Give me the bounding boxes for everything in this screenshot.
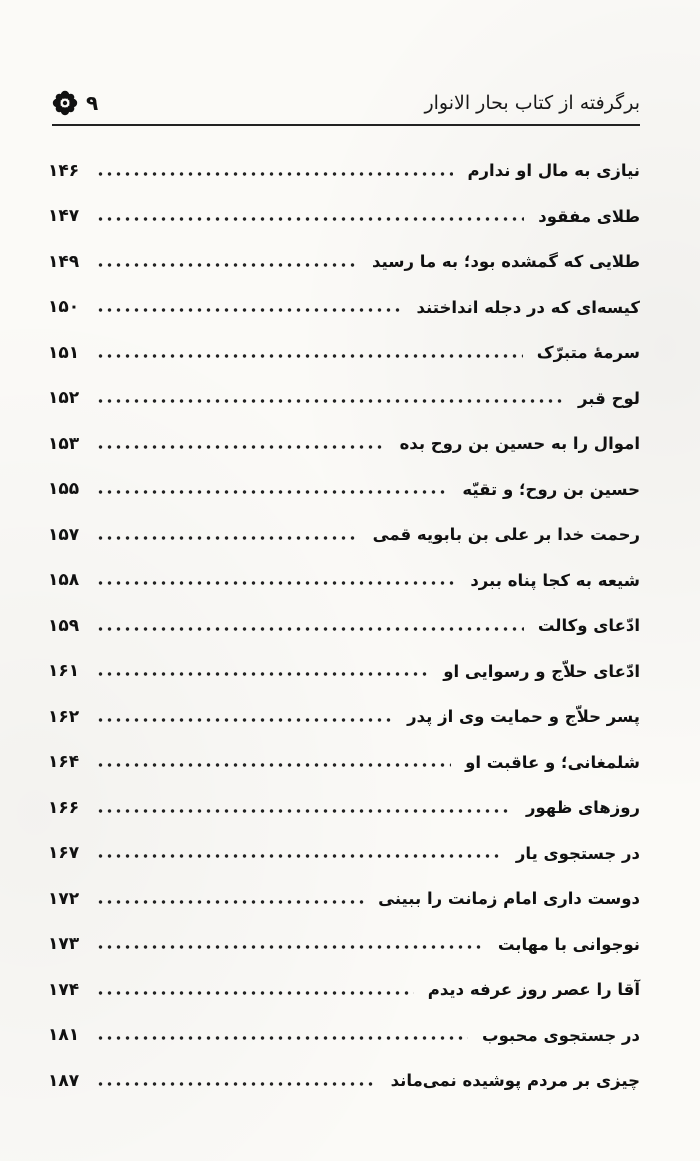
toc-entry-page-number: ۱۵۲: [48, 388, 80, 409]
toc-entry: [48, 376, 640, 422]
toc-entry-page-number: ۱۷۴: [48, 979, 80, 1000]
toc-entry: [48, 1058, 640, 1104]
toc-entry-title: سرمهٔ متبرّک: [536, 343, 640, 363]
running-header: [52, 88, 640, 126]
toc-dot-leader: [96, 490, 448, 494]
toc-entry-page-number: ۱۸۷: [48, 1070, 80, 1091]
flower-ornament-icon: [52, 90, 78, 116]
toc-entry-page-number: ۱۸۱: [48, 1025, 80, 1046]
toc-entry-page-number: ۱۵۷: [48, 524, 80, 545]
toc-dot-leader: [96, 854, 502, 858]
toc-entry-page-number: ۱۵۸: [48, 570, 80, 591]
toc-dot-leader: [96, 1082, 377, 1086]
toc-entry-title: دوست داری امام زمانت را ببینی: [378, 889, 640, 909]
toc-entry: [48, 239, 640, 285]
toc-entry-title: در جستجوی محبوب: [482, 1025, 640, 1045]
toc-entry: [48, 649, 640, 695]
toc-entry-title: چیزی بر مردم پوشیده نمی‌ماند: [390, 1071, 640, 1091]
toc-entry-page-number: ۱۶۴: [48, 752, 80, 773]
toc-entry-page-number: ۱۴۹: [48, 251, 80, 272]
toc-entry-title: طلایی که گمشده بود؛ به ما رسید: [372, 252, 640, 272]
toc-dot-leader: [96, 536, 359, 540]
toc-entry-title: اموال را به حسین بن روح بده: [399, 434, 640, 454]
toc-entry-title: حسین بن روح؛ و تقیّه: [462, 479, 640, 499]
toc-dot-leader: [96, 172, 453, 176]
toc-entry-page-number: ۱۷۲: [48, 888, 80, 909]
toc-dot-leader: [96, 672, 429, 676]
toc-entry: [48, 603, 640, 649]
toc-entry-title: طلای مفقود: [538, 206, 640, 226]
toc-entry: [48, 558, 640, 604]
toc-dot-leader: [96, 718, 393, 722]
toc-entry-title: روزهای ظهور: [525, 798, 640, 818]
toc-entry: [48, 694, 640, 740]
running-header-title: برگرفته از کتاب بحار الانوار: [424, 92, 640, 114]
toc-entry-title: شیعه به کجا پناه ببرد: [470, 570, 640, 590]
toc-entry-page-number: ۱۴۶: [48, 160, 80, 181]
toc-dot-leader: [96, 945, 484, 949]
toc-entry-title: رحمت خدا بر علی بن بابویه قمی: [372, 525, 640, 545]
toc-dot-leader: [96, 263, 358, 267]
toc-entry: [48, 421, 640, 467]
toc-dot-leader: [96, 354, 523, 358]
toc-entry-title: پسر حلاّج و حمایت وی از پدر: [407, 707, 640, 727]
toc-entry-title: در جستجوی یار: [515, 843, 640, 863]
toc-entry-page-number: ۱۵۱: [48, 342, 80, 363]
toc-entry-page-number: ۱۶۱: [48, 661, 80, 682]
toc-dot-leader: [96, 763, 451, 767]
toc-entry: [48, 194, 640, 240]
toc-entry: [48, 967, 640, 1013]
toc-dot-leader: [96, 900, 364, 904]
toc-dot-leader: [96, 809, 512, 813]
toc-entry: [48, 876, 640, 922]
toc-entry: [48, 285, 640, 331]
toc-entry: [48, 740, 640, 786]
header-page-number: ۹: [86, 91, 99, 115]
toc-entry-title: نوجوانی با مهابت: [497, 934, 640, 954]
toc-entry-title: کیسه‌ای که در دجله انداختند: [416, 297, 640, 317]
toc-entry-title: نیازی به مال او ندارم: [467, 161, 640, 181]
toc-entry-page-number: ۱۵۰: [48, 297, 80, 318]
header-page-marker: [52, 90, 98, 116]
toc-entry: [48, 330, 640, 376]
toc-entry-title: آقا را عصر روز عرفه دیدم: [427, 980, 640, 1000]
toc-entry: [48, 467, 640, 513]
toc-dot-leader: [96, 1036, 468, 1040]
toc-entry: [48, 1013, 640, 1059]
toc-entry: [48, 922, 640, 968]
toc-entry-page-number: ۱۶۷: [48, 843, 80, 864]
toc-entry: [48, 831, 640, 877]
toc-entry: [48, 785, 640, 831]
toc-entry-page-number: ۱۵۹: [48, 615, 80, 636]
toc-dot-leader: [96, 445, 386, 449]
toc-dot-leader: [96, 581, 456, 585]
toc-dot-leader: [96, 991, 414, 995]
header-divider: [52, 124, 640, 126]
toc-entry: [48, 512, 640, 558]
toc-dot-leader: [96, 627, 524, 631]
toc-dot-leader: [96, 217, 524, 221]
toc-entry-title: ادّعای حلاّج و رسوایی او: [443, 661, 640, 681]
toc-entry-page-number: ۱۷۳: [48, 934, 80, 955]
toc-entry-title: لوح قبر: [578, 388, 640, 408]
toc-entry-title: شلمغانی؛ و عاقبت او: [465, 752, 640, 772]
toc-dot-leader: [96, 308, 403, 312]
toc-dot-leader: [96, 399, 564, 403]
toc-entry-page-number: ۱۵۳: [48, 433, 80, 454]
toc-entry-page-number: ۱۶۶: [48, 797, 80, 818]
toc-entry-title: ادّعای وکالت: [537, 616, 640, 636]
toc-entry-page-number: ۱۶۲: [48, 706, 80, 727]
table-of-contents: [48, 148, 640, 1104]
toc-entry-page-number: ۱۴۷: [48, 206, 80, 227]
toc-entry: [48, 148, 640, 194]
toc-entry-page-number: ۱۵۵: [48, 479, 80, 500]
